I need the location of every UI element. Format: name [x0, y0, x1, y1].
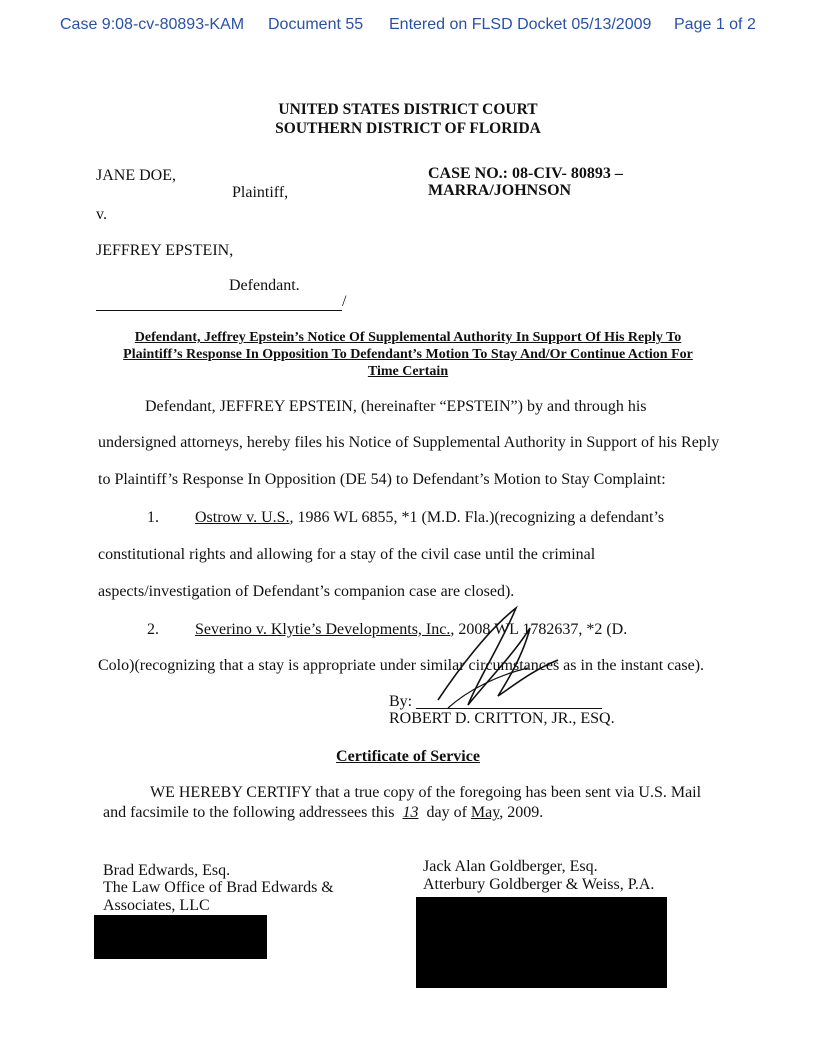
caption-slash: / — [342, 293, 347, 310]
certificate-line2-end: , 2009. — [499, 804, 544, 821]
addressee-right-firm: Atterbury Goldberger & Weiss, P.A. — [423, 876, 655, 893]
paragraph-line: Defendant, JEFFREY EPSTEIN, (hereinafter “EPSTEIN”) by and through his — [145, 398, 647, 415]
addressee-left-firm: The Law Office of Brad Edwards & — [103, 879, 334, 896]
caption-rule — [96, 310, 342, 311]
docket-page-number: Page 1 of 2 — [674, 16, 756, 33]
certificate-heading: Certificate of Service — [336, 748, 480, 765]
item-1-line3: aspects/investigation of Defendant’s companion case are closed). — [98, 583, 515, 600]
redaction-box — [94, 915, 267, 959]
certificate-day: 13 — [402, 804, 419, 821]
addressee-left-firm-cont: Associates, LLC — [103, 897, 210, 914]
court-name-line1: UNITED STATES DISTRICT COURT — [278, 101, 538, 118]
paragraph-line: to Plaintiff’s Response In Opposition (DE 54) to Defendant’s Motion to Stay Complaint: — [98, 471, 666, 488]
item-2-line2: Colo)(recognizing that a stay is appropriate under similar circumstances as in the instant case). — [98, 657, 705, 674]
addressee-left-name: Brad Edwards, Esq. — [103, 862, 231, 879]
item-2-case-name: Severino v. Klytie’s Developments, Inc. — [195, 621, 451, 638]
document-title-line3: Time Certain — [367, 364, 449, 379]
signer-name: ROBERT D. CRITTON, JR., ESQ. — [389, 710, 615, 727]
item-1-citation: , 1986 WL 6855, *1 (M.D. Fla.)(recognizing a defendant’s — [289, 509, 665, 526]
case-number: CASE NO.: 08-CIV- 80893 – — [428, 165, 623, 182]
item-2-number: 2. — [147, 621, 159, 638]
item-1-line2: constitutional rights and allowing for a stay of the civil case until the criminal — [98, 546, 596, 563]
addressee-right-name: Jack Alan Goldberger, Esq. — [423, 858, 598, 875]
item-1-text — [195, 509, 664, 527]
certificate-line2-middle: day of — [422, 804, 471, 821]
docket-case-number: Case 9:08-cv-80893-KAM — [60, 16, 245, 33]
court-name-line2: SOUTHERN DISTRICT OF FLORIDA — [275, 120, 541, 137]
item-2-citation: , 2008 WL 1782637, *2 (D. — [450, 621, 628, 638]
certificate-line1: WE HEREBY CERTIFY that a true copy of the foregoing has been sent via U.S. Mail — [150, 784, 702, 801]
docket-document-number: Document 55 — [268, 16, 364, 33]
item-1-number: 1. — [147, 509, 159, 526]
redaction-box — [416, 897, 667, 988]
document-title-line2: Plaintiff’s Response In Opposition To Defendant’s Motion To Stay And/Or Continue Action For — [123, 347, 693, 362]
handwritten-signature — [418, 600, 568, 720]
plaintiff-role: Plaintiff, — [232, 184, 289, 201]
certificate-line2 — [103, 804, 543, 822]
item-1-case-name: Ostrow v. U.S. — [195, 509, 290, 526]
paragraph-line: undersigned attorneys, hereby files his Notice of Supplemental Authority in Support of his Reply — [98, 434, 720, 451]
docket-entered-date: Entered on FLSD Docket 05/13/2009 — [389, 16, 652, 33]
signature-line — [416, 708, 602, 709]
signature-by-label: By: — [389, 693, 413, 710]
document-title-line1: Defendant, Jeffrey Epstein’s Notice Of Supplemental Authority In Support Of His Reply To — [134, 330, 682, 345]
certificate-month: May — [470, 804, 500, 821]
case-judges: MARRA/JOHNSON — [428, 182, 572, 199]
certificate-line2-start: and facsimile to the following addressees this — [103, 804, 399, 821]
versus: v. — [96, 206, 107, 223]
defendant-role: Defendant. — [229, 277, 300, 294]
plaintiff-name: JANE DOE, — [96, 167, 176, 184]
defendant-name: JEFFREY EPSTEIN, — [96, 242, 234, 259]
